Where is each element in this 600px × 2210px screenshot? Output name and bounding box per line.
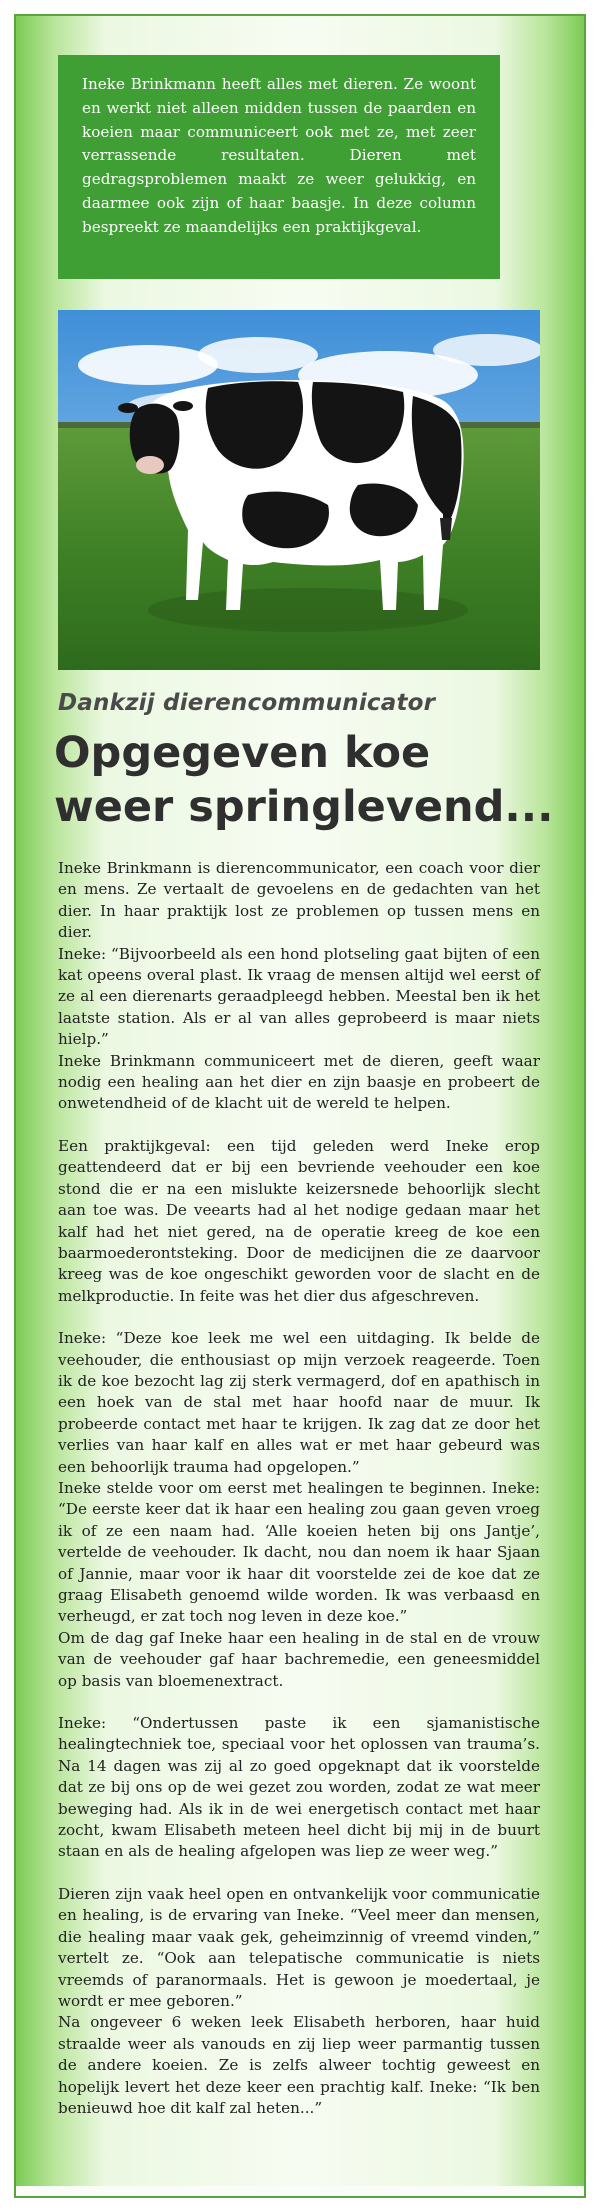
- cow-photo: [58, 310, 540, 670]
- article-kicker: Dankzij dierencommunicator: [58, 690, 436, 716]
- paragraph: Ineke: “Bijvoorbeeld als een hond plotseling gaat bijten of een kat opeens overal plast. Ik vraag de mensen altijd wel eerst of ze al een dierenarts geraadpleegd hebben. Meestal ben ik het laatste station. Als er al van alles geprobeerd is maar niets hielp.”: [58, 944, 540, 1049]
- paragraph: Dieren zijn vaak heel open en ontvankelijk voor communicatie en healing, is de ervaring van Ineke. “Veel meer dan mensen, die healing maar vaak gek, geheimzinnig of vreemd vinden,” vertelt ze. “Ook aan telepatische communicatie is niets vreemds of paranormaals. Het is gewoon je moedertaal, je wordt er mee geboren.”: [58, 1884, 540, 2010]
- paragraph: Ineke: “Ondertussen paste ik een sjamanistische healingtechniek toe, speciaal voor het oplossen van trauma’s. Na 14 dagen was zij al zo goed opgeknapt dat ik voorstelde dat ze bij ons op de wei gezet zou worden, zodat ze wat meer beweging had. Als ik in de wei energetisch contact met haar zocht, kwam Elisabeth meteen heel dicht bij mij in de buurt staan en als de healing afgelopen was liep ze weer weg.”: [58, 1714, 540, 1861]
- intro-box: [58, 55, 500, 279]
- paragraph: Een praktijkgeval: een tijd geleden werd Ineke erop geattendeerd dat er bij een bevriende veehouder een koe stond die er na een mislukte keizersnede behoorlijk slecht aan toe was. De veearts had al het nodige gedaan maar het kalf had het niet gered, na de operatie kreeg de koe een baarmoederontsteking. Door de medicijnen die ze daarvoor kreeg was de koe ongeschikt geworden voor de slacht en de melkproductie. In feite was het dier dus afgeschreven.: [58, 1136, 540, 1305]
- paragraph: Ineke Brinkmann communiceert met de dieren, geeft waar nodig een healing aan het dier en zijn baasje en probeert de onwetendheid of de klacht uit de wereld te helpen.: [58, 1051, 540, 1113]
- paragraph: Om de dag gaf Ineke haar een healing in de stal en de vrouw van de veehouder gaf haar bachremedie, een geneesmiddel op basis van bloemenextract.: [58, 1628, 540, 1690]
- paragraph: Ineke Brinkmann is dierencommunicator, een coach voor dier en mens. Ze vertaalt de gevoelens en de gedachten van het dier. In haar praktijk lost ze problemen op tussen mens en dier.: [58, 859, 540, 942]
- paragraph: Ineke: “Deze koe leek me wel een uitdaging. Ik belde de veehouder, die enthousiast op mijn verzoek reageerde. Toen ik de koe bezocht lag zij sterk vermagerd, dof en apathisch in een hoek van de stal met haar hoofd naar de muur. Ik probeerde contact met haar te krijgen. Ik zag dat ze door het verlies van haar kalf en alles wat er met haar gebeurd was een behoorlijk trauma had opgelopen.”: [58, 1329, 540, 1476]
- paragraph: Ineke stelde voor om eerst met healingen te beginnen. Ineke: “De eerste keer dat ik haar een healing zou gaan geven vroeg ik of ze een naam had. ‘Alle koeien heten bij ons Jantje’, vertelde de veehouder. Ik dacht, nou dan noem ik haar Sjaan of Jannie, maar voor ik haar dit voorstelde zei de koe dat ze graag Elisabeth genoemd wilde worden. Ik was verbaasd en verheugd, er zat toch nog leven in deze koe.”: [58, 1478, 540, 1626]
- article-headline: [54, 726, 554, 834]
- intro-text: Ineke Brinkmann heeft alles met dieren. Ze woont en werkt niet alleen midden tussen de paarden en koeien maar communiceert ook met ze, met zeer verrassende resultaten. Dieren met gedragsproblemen maakt ze weer gelukkig, en daarmee ook zijn of haar baasje. In deze column bespreekt ze maandelijks een praktijkgeval.: [82, 75, 476, 236]
- headline-line-1: Opgegeven koe: [54, 728, 431, 778]
- article-body: [58, 858, 540, 2119]
- headline-line-2: weer springlevend...: [54, 782, 554, 832]
- paragraph: Na ongeveer 6 weken leek Elisabeth herboren, haar huid straalde weer als vanouds en zij liep weer parmantig tussen de andere koeien. Ze is zelfs alweer tochtig geweest en hopelijk levert het deze keer een prachtig kalf. Ineke: “Ik ben benieuwd hoe dit kalf zal heten...”: [58, 2013, 540, 2117]
